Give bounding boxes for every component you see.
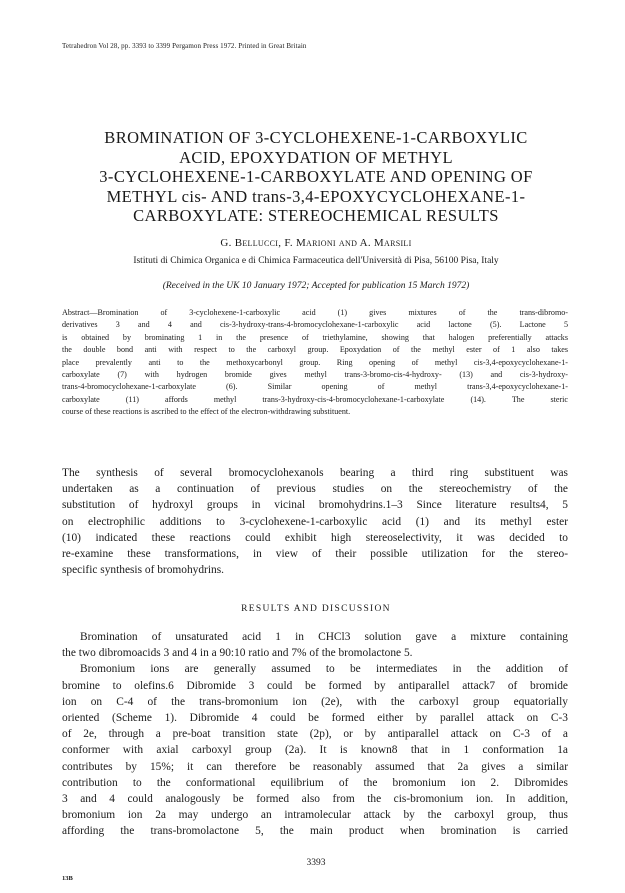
intro-line: on electrophilic additions to 3-cyclohexene-1-carboxylic acid (1) and its methyl ester bbox=[62, 515, 568, 528]
title-line: CARBOXYLATE: STEREOCHEMICAL RESULTS bbox=[133, 206, 499, 225]
page-number: 3393 bbox=[306, 858, 326, 868]
journal-citation: Tetrahedron Vol 28, pp. 3393 to 3399 Pergamon Press 1972. Printed in Great Britain bbox=[62, 42, 307, 50]
intro-line: re-examine these transformations, in view of their possible utilization for the stereo- bbox=[62, 548, 568, 561]
results-line: Bromonium ions are generally assumed to be intermediates in the addition of bbox=[80, 663, 568, 676]
abstract bbox=[62, 307, 568, 419]
results-line: of 2e, through a pre-boat transition state (2p), or by antiparallel attack on C-3 of a bbox=[62, 728, 568, 741]
intro-line: substitution of hydroxyl groups in vicinal bromohydrins.1–3 Since literature results4, 5 bbox=[62, 499, 568, 512]
affiliation: Istituti di Chimica Organica e di Chimica Farmaceutica dell'Università di Pisa, 56100 Pisa, Italy bbox=[133, 256, 499, 266]
results-line: the two dibromoacids 3 and 4 in a 90:10 ratio and 7% of the bromolactone 5. bbox=[62, 647, 413, 660]
results-line: contributes by 15%; it can therefore be reasonably assumed that 2a gives a similar bbox=[62, 760, 568, 773]
results-line: ion on C-4 of the trans-bromonium ion (2e), with the carboxyl group equatorially bbox=[62, 695, 568, 708]
abstract-line: carboxylate (11) affords methyl trans-3-hydroxy-cis-4-bromocyclohexane-1-carboxylate (14). The steric bbox=[62, 394, 568, 404]
intro-line: undertaken as a continuation of previous studies on the stereochemistry of the bbox=[62, 483, 568, 496]
results-line: affording the trans-bromolactone 5, the main product when bromination is carried bbox=[62, 825, 568, 838]
abstract-line: Abstract—Bromination of 3-cyclohexene-1-carboxylic acid (1) gives mixtures of the trans-dibromo- bbox=[62, 308, 568, 317]
section-heading: RESULTS AND DISCUSSION bbox=[241, 604, 391, 614]
title-line: METHYL cis- AND trans-3,4-EPOXYCYCLOHEXANE-1- bbox=[106, 186, 526, 206]
abstract-line: is obtained by brominating 1 in the presence of triethylamine, showing that halogen preferentially attacks bbox=[62, 332, 568, 342]
abstract-line: the double bond anti with respect to the carboxyl group. Epoxydation of the methyl ester of 1 also takes bbox=[62, 345, 568, 355]
abstract-line: place prevalently anti to the methoxycarbonyl group. Ring opening of methyl cis-3,4-epoxycyclohexane-1- bbox=[62, 357, 568, 367]
abstract-line: trans-4-bromocyclohexane-1-carboxylate (6). Similar opening of methyl trans-3,4-epoxycyclohexane-1- bbox=[62, 382, 568, 392]
title-line: 3-CYCLOHEXENE-1-CARBOXYLATE AND OPENING OF bbox=[99, 167, 533, 186]
intro-line: The synthesis of several bromocyclohexanols bearing a third ring substituent was bbox=[62, 467, 568, 479]
results-line: 3 and 4 could analogously be formed also from the cis-bromonium ion. In addition, bbox=[62, 793, 568, 806]
abstract-line: course of these reactions is ascribed to the effect of the electron-withdrawing substituent. bbox=[62, 407, 351, 417]
footer-code: 13B bbox=[62, 875, 73, 882]
received-dates: (Received in the UK 10 January 1972; Accepted for publication 15 March 1972) bbox=[162, 281, 470, 291]
results-line: conformer with axial carboxyl group (2a). It is known8 that in 1 conformation 1a bbox=[62, 744, 568, 757]
intro-line: specific synthesis of bromohydrins. bbox=[62, 564, 224, 577]
results-line: bromonium ion 2a may undergo an intramolecular attack by the carboxyl group, thus bbox=[62, 809, 568, 822]
results-line: oriented (Scheme 1). Dibromide 4 could be formed either by parallel attack on C-3 bbox=[62, 712, 568, 725]
results-text bbox=[62, 629, 568, 840]
paper-title bbox=[60, 128, 572, 226]
title-line: BROMINATION OF 3-CYCLOHEXENE-1-CARBOXYLIC bbox=[104, 128, 528, 147]
title-line: ACID, EPOXYDATION OF METHYL bbox=[179, 147, 453, 167]
introduction bbox=[62, 465, 568, 578]
results-line: bromine to olefins.6 Dibromide 3 could be formed by antiparallel attack7 of bromide bbox=[62, 679, 568, 692]
results-line: contribution to the conformational equilibrium of the bromonium ion 2. Dibromides bbox=[62, 776, 568, 789]
abstract-line: carboxylate (7) with hydrogen bromide gives methyl trans-3-bromo-cis-4-hydroxy- (13) and cis-3-hydroxy- bbox=[62, 370, 568, 380]
results-line: Bromination of unsaturated acid 1 in CHCl3 solution gave a mixture containing bbox=[80, 631, 568, 643]
abstract-line: derivatives 3 and 4 and cis-3-hydroxy-trans-4-bromocyclohexane-1-carboxylic acid lactone (5). Lactone 5 bbox=[62, 320, 568, 330]
authors: G. Bellucci, F. Marioni and A. Marsili bbox=[220, 237, 412, 249]
intro-line: (10) indicated these reactions could exhibit high stereoselectivity, it was decided to bbox=[62, 531, 568, 544]
